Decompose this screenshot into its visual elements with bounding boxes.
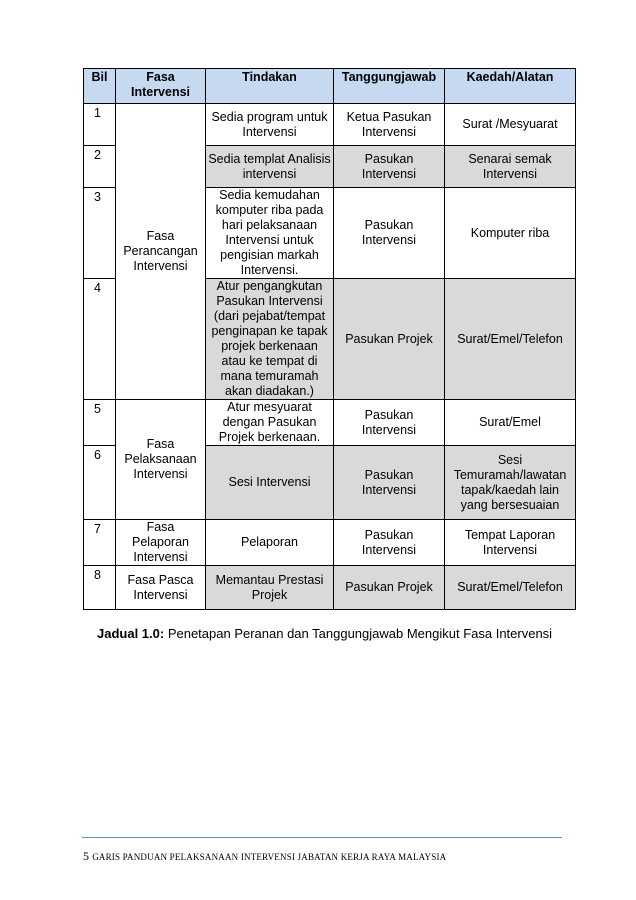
row-number: 7 bbox=[84, 520, 116, 566]
table-row bbox=[84, 520, 576, 566]
row-number: 6 bbox=[84, 446, 116, 520]
header-bil: Bil bbox=[84, 69, 116, 104]
tanggungjawab-cell: Pasukan Intervensi bbox=[334, 400, 445, 446]
kaedah-cell: Senarai semak Intervensi bbox=[445, 146, 576, 188]
kaedah-cell: Tempat Laporan Intervensi bbox=[445, 520, 576, 566]
kaedah-cell: Surat/Emel/Telefon bbox=[445, 566, 576, 610]
caption-label: Jadual 1.0: bbox=[97, 626, 165, 641]
table-header-row bbox=[84, 69, 576, 104]
tindakan-cell: Memantau Prestasi Projek bbox=[206, 566, 334, 610]
tanggungjawab-cell: Pasukan Intervensi bbox=[334, 146, 445, 188]
tanggungjawab-cell: Pasukan Intervensi bbox=[334, 446, 445, 520]
kaedah-cell: Surat/Emel bbox=[445, 400, 576, 446]
footer-rule bbox=[82, 837, 562, 838]
header-fasa: Fasa Intervensi bbox=[116, 69, 206, 104]
row-number: 8 bbox=[84, 566, 116, 610]
tindakan-cell: Sedia templat Analisis intervensi bbox=[206, 146, 334, 188]
table-row bbox=[84, 566, 576, 610]
tanggungjawab-cell: Pasukan Intervensi bbox=[334, 520, 445, 566]
kaedah-cell: Surat /Mesyuarat bbox=[445, 104, 576, 146]
tindakan-cell: Atur pengangkutan Pasukan Intervensi (dari pejabat/tempat penginapan ke tapak projek berkenaan atau ke tempat di mana temuramah akan diadakan.) bbox=[206, 279, 334, 400]
kaedah-cell: Sesi Temuramah/lawatan tapak/kaedah lain yang bersesuaian bbox=[445, 446, 576, 520]
page-number: 5 bbox=[83, 849, 90, 863]
kaedah-cell: Surat/Emel/Telefon bbox=[445, 279, 576, 400]
row-number: 3 bbox=[84, 188, 116, 279]
tindakan-cell: Sesi Intervensi bbox=[206, 446, 334, 520]
row-number: 1 bbox=[84, 104, 116, 146]
tanggungjawab-cell: Pasukan Projek bbox=[334, 566, 445, 610]
tindakan-cell: Sedia program untuk Intervensi bbox=[206, 104, 334, 146]
footer-text: GARIS PANDUAN PELAKSANAAN INTERVENSI JABATAN KERJA RAYA MALAYSIA bbox=[92, 852, 447, 862]
tindakan-cell: Atur mesyuarat dengan Pasukan Projek berkenaan. bbox=[206, 400, 334, 446]
tanggungjawab-cell: Pasukan Projek bbox=[334, 279, 445, 400]
tindakan-cell: Sedia kemudahan komputer riba pada hari pelaksanaan Intervensi untuk pengisian markah Intervensi. bbox=[206, 188, 334, 279]
phase-cell: Fasa Pelaksanaan Intervensi bbox=[116, 400, 206, 520]
caption-text: Penetapan Peranan dan Tanggungjawab Mengikut Fasa Intervensi bbox=[164, 626, 553, 641]
phase-cell: Fasa Pelaporan Intervensi bbox=[116, 520, 206, 566]
row-number: 4 bbox=[84, 279, 116, 400]
header-kaedah: Kaedah/Alatan bbox=[445, 69, 576, 104]
phase-cell: Fasa Perancangan Intervensi bbox=[116, 104, 206, 400]
header-tindakan: Tindakan bbox=[206, 69, 334, 104]
phase-cell: Fasa Pasca Intervensi bbox=[116, 566, 206, 610]
row-number: 2 bbox=[84, 146, 116, 188]
table-caption bbox=[97, 626, 552, 641]
table-row bbox=[84, 400, 576, 446]
intervention-roles-table bbox=[83, 68, 576, 610]
tanggungjawab-cell: Ketua Pasukan Intervensi bbox=[334, 104, 445, 146]
tanggungjawab-cell: Pasukan Intervensi bbox=[334, 188, 445, 279]
page-footer bbox=[83, 849, 446, 864]
row-number: 5 bbox=[84, 400, 116, 446]
kaedah-cell: Komputer riba bbox=[445, 188, 576, 279]
tindakan-cell: Pelaporan bbox=[206, 520, 334, 566]
table-row bbox=[84, 104, 576, 146]
header-tanggungjawab: Tanggungjawab bbox=[334, 69, 445, 104]
